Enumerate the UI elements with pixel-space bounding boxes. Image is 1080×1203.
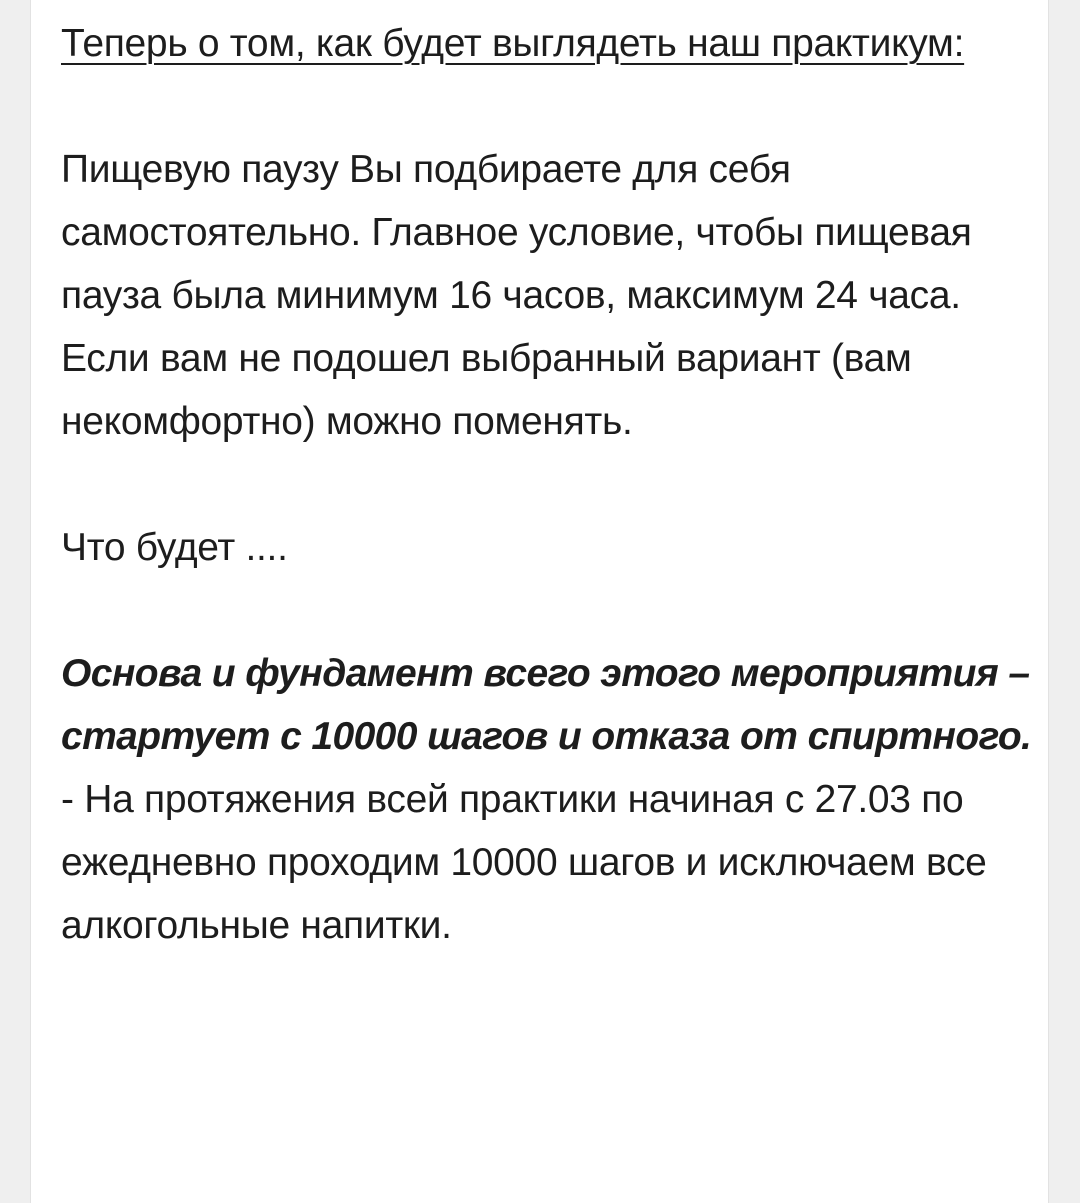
- section-heading: Теперь о том, как будет выглядеть наш практикум:: [61, 22, 965, 65]
- paragraph-rule: - На протяжения всей практики начиная с 27.03 по ежедневно проходим 10000 шагов и исключаем все алкогольные напитки.: [61, 778, 987, 947]
- spacer: [61, 579, 1036, 642]
- spacer: [61, 75, 1036, 138]
- document-page: [30, 0, 1049, 1203]
- bold-statement: Основа и фундамент всего этого мероприятия – стартует с 10000 шагов и отказа от спиртного.: [61, 652, 1032, 758]
- paragraph-change-option: Если вам не подошел выбранный вариант (вам некомфортно) можно поменять.: [61, 337, 912, 443]
- spacer: [61, 453, 1036, 516]
- paragraph-what-next: Что будет ....: [61, 526, 288, 569]
- paragraph-fasting-pause: Пищевую паузу Вы подбираете для себя самостоятельно. Главное условие, чтобы пищевая пауза была минимум 16 часов, максимум 24 часа.: [61, 148, 972, 317]
- article-body: [61, 12, 1036, 957]
